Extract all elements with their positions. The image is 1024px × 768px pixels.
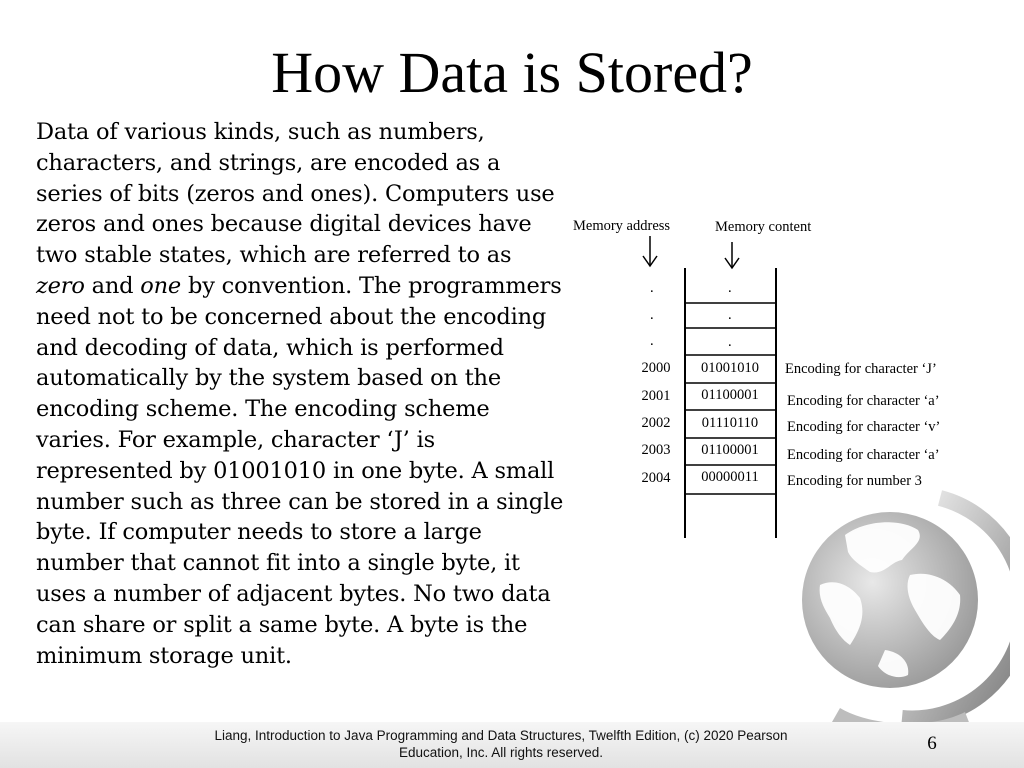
address-2000: 2000	[641, 360, 671, 376]
address-2003: 2003	[641, 442, 671, 458]
encoding-2000: Encoding for character ‘J’	[785, 361, 937, 377]
content-2000: 01001010	[701, 360, 759, 376]
content-ellipsis: .	[728, 280, 732, 296]
encoding-2001: Encoding for character ‘a’	[787, 393, 940, 409]
body-text-part1: Data of various kinds, such as numbers, characters, and strings, are encoded as a series of bits (zeros and ones). Computers use zeros and ones because digital devices have two stable states, which are referred to as	[36, 119, 555, 269]
address-2001: 2001	[641, 388, 671, 404]
slide-title: How Data is Stored?	[271, 40, 753, 105]
memory-address-label: Memory address	[573, 218, 671, 234]
footer-copyright: Liang, Introduction to Java Programming and Data Structures, Twelfth Edition, (c) 2020 Pearson Education, Inc. All rights reserved.	[214, 728, 788, 760]
encoding-2004: Encoding for number 3	[787, 473, 922, 489]
address-ellipsis: .	[650, 333, 654, 349]
content-2002: 01110110	[701, 415, 759, 431]
globe-icon	[790, 490, 1010, 740]
address-ellipsis: .	[650, 280, 654, 296]
content-2004: 00000011	[701, 469, 759, 485]
address-arrow	[643, 236, 657, 266]
page-number: 6	[927, 733, 937, 754]
body-text-and: and	[84, 272, 141, 299]
encoding-2002: Encoding for character ‘v’	[787, 419, 941, 435]
content-arrow	[725, 242, 739, 268]
address-2004: 2004	[641, 470, 671, 486]
address-2002: 2002	[641, 415, 671, 431]
address-ellipsis: .	[650, 307, 654, 323]
memory-content-label: Memory content	[715, 219, 812, 235]
body-paragraph	[36, 117, 566, 671]
content-2001: 01100001	[701, 387, 759, 403]
encoding-2003: Encoding for character ‘a’	[787, 447, 940, 463]
body-text-one: one	[140, 272, 182, 299]
body-text-zero: zero	[36, 272, 85, 299]
content-ellipsis: .	[728, 307, 732, 323]
content-ellipsis: .	[728, 334, 732, 350]
content-2003: 01100001	[701, 442, 759, 458]
body-text-part2: by convention. The programmers need not to be concerned about the encoding and decoding of data, which is performed automatically by the system based on the encoding scheme. The encoding scheme varies. For example, character ‘J’ is represented by 01001010 in one byte. A small number such as three can be stored in a single byte. If computer needs to store a large number that cannot fit into a single byte, it uses a number of adjacent bytes. No two data can share or split a same byte. A byte is the minimum storage unit.	[36, 272, 564, 669]
